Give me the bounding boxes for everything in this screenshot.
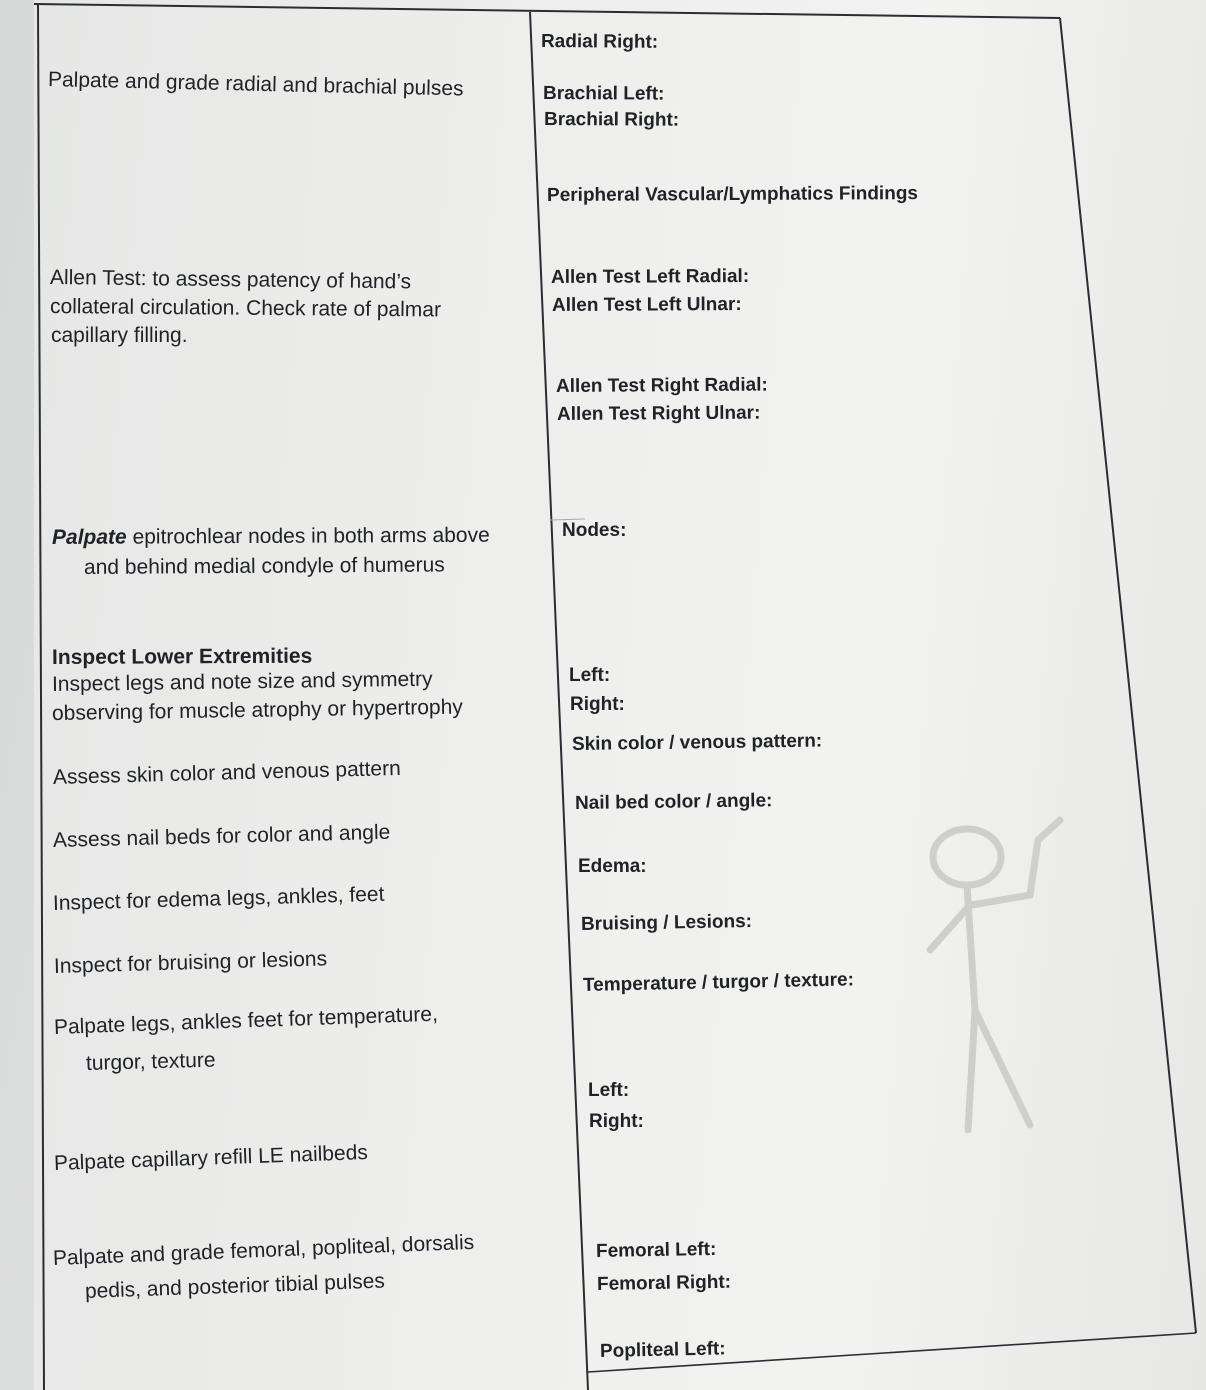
femoral-right-field: Femoral Right:: [596, 1271, 732, 1295]
temperature-instruction-line1: Palpate legs, ankles feet for temperature,: [53, 1002, 439, 1039]
temperature-field: Temperature / turgor / texture:: [582, 969, 855, 996]
lower-extremities-line1: Inspect legs and note size and symmetry: [51, 667, 433, 696]
lower-extremities-line2: observing for muscle atrophy or hypertrophy: [51, 695, 463, 725]
doodle-leg-left: [968, 1010, 975, 1130]
femoral-instruction-line2: pedis, and posterior tibial pulses: [84, 1269, 386, 1303]
bruising-instruction: Inspect for bruising or lesions: [53, 947, 328, 978]
right-capillary-field: Right:: [589, 1111, 644, 1132]
nodes-emphasis: Palpate: [51, 525, 127, 549]
doodle-leg-right: [975, 1010, 1030, 1125]
radial-right-field: Radial Right:: [540, 31, 659, 53]
nodes-instruction-line2: and behind medial condyle of humerus: [83, 553, 445, 579]
nodes-field: Nodes:: [562, 520, 627, 541]
brachial-left-field: Brachial Left:: [542, 83, 665, 105]
allen-test-instruction-line2: collateral circulation. Check rate of palmar: [49, 295, 442, 322]
radial-brachial-instruction: Palpate and grade radial and brachial pulses: [47, 68, 464, 101]
brachial-right-field: Brachial Right:: [543, 109, 680, 131]
allen-left-ulnar-field: Allen Test Left Ulnar:: [551, 294, 742, 316]
allen-left-radial-field: Allen Test Left Radial:: [550, 265, 750, 288]
skin-instruction: Assess skin color and venous pattern: [52, 756, 402, 789]
bruising-field: Bruising / Lesions:: [580, 911, 753, 935]
femoral-instruction-line1: Palpate and grade femoral, popliteal, dorsalis: [52, 1230, 475, 1270]
edema-field: Edema:: [578, 856, 647, 877]
femoral-left-field: Femoral Left:: [595, 1238, 717, 1262]
right-size-field: Right:: [570, 694, 625, 715]
nodes-instruction-line1: [52, 522, 490, 552]
nail-instruction: Assess nail beds for color and angle: [52, 820, 391, 852]
doodle-head: [933, 829, 1001, 885]
allen-right-ulnar-field: Allen Test Right Ulnar:: [556, 402, 761, 425]
nail-bed-field: Nail bed color / angle:: [574, 790, 773, 814]
skin-venous-field: Skin color / venous pattern:: [571, 730, 823, 755]
section-heading: Peripheral Vascular/Lymphatics Findings: [546, 183, 919, 206]
nodes-rest: epitrochlear nodes in both arms above: [126, 523, 490, 549]
left-size-field: Left:: [569, 665, 611, 686]
edema-instruction: Inspect for edema legs, ankles, feet: [52, 882, 385, 915]
doodle-arm-left: [930, 905, 970, 950]
left-capillary-field: Left:: [588, 1080, 630, 1101]
capillary-refill-instruction: Palpate capillary refill LE nailbeds: [53, 1141, 369, 1175]
lower-extremities-heading: Inspect Lower Extremities: [51, 644, 313, 669]
temperature-instruction-line2: turgor, texture: [85, 1048, 216, 1075]
allen-test-instruction-line1: Allen Test: to assess patency of hand’s: [49, 266, 412, 294]
popliteal-left-field: Popliteal Left:: [599, 1338, 726, 1362]
allen-right-radial-field: Allen Test Right Radial:: [555, 374, 768, 397]
allen-test-instruction-line3: capillary filling.: [51, 324, 188, 347]
